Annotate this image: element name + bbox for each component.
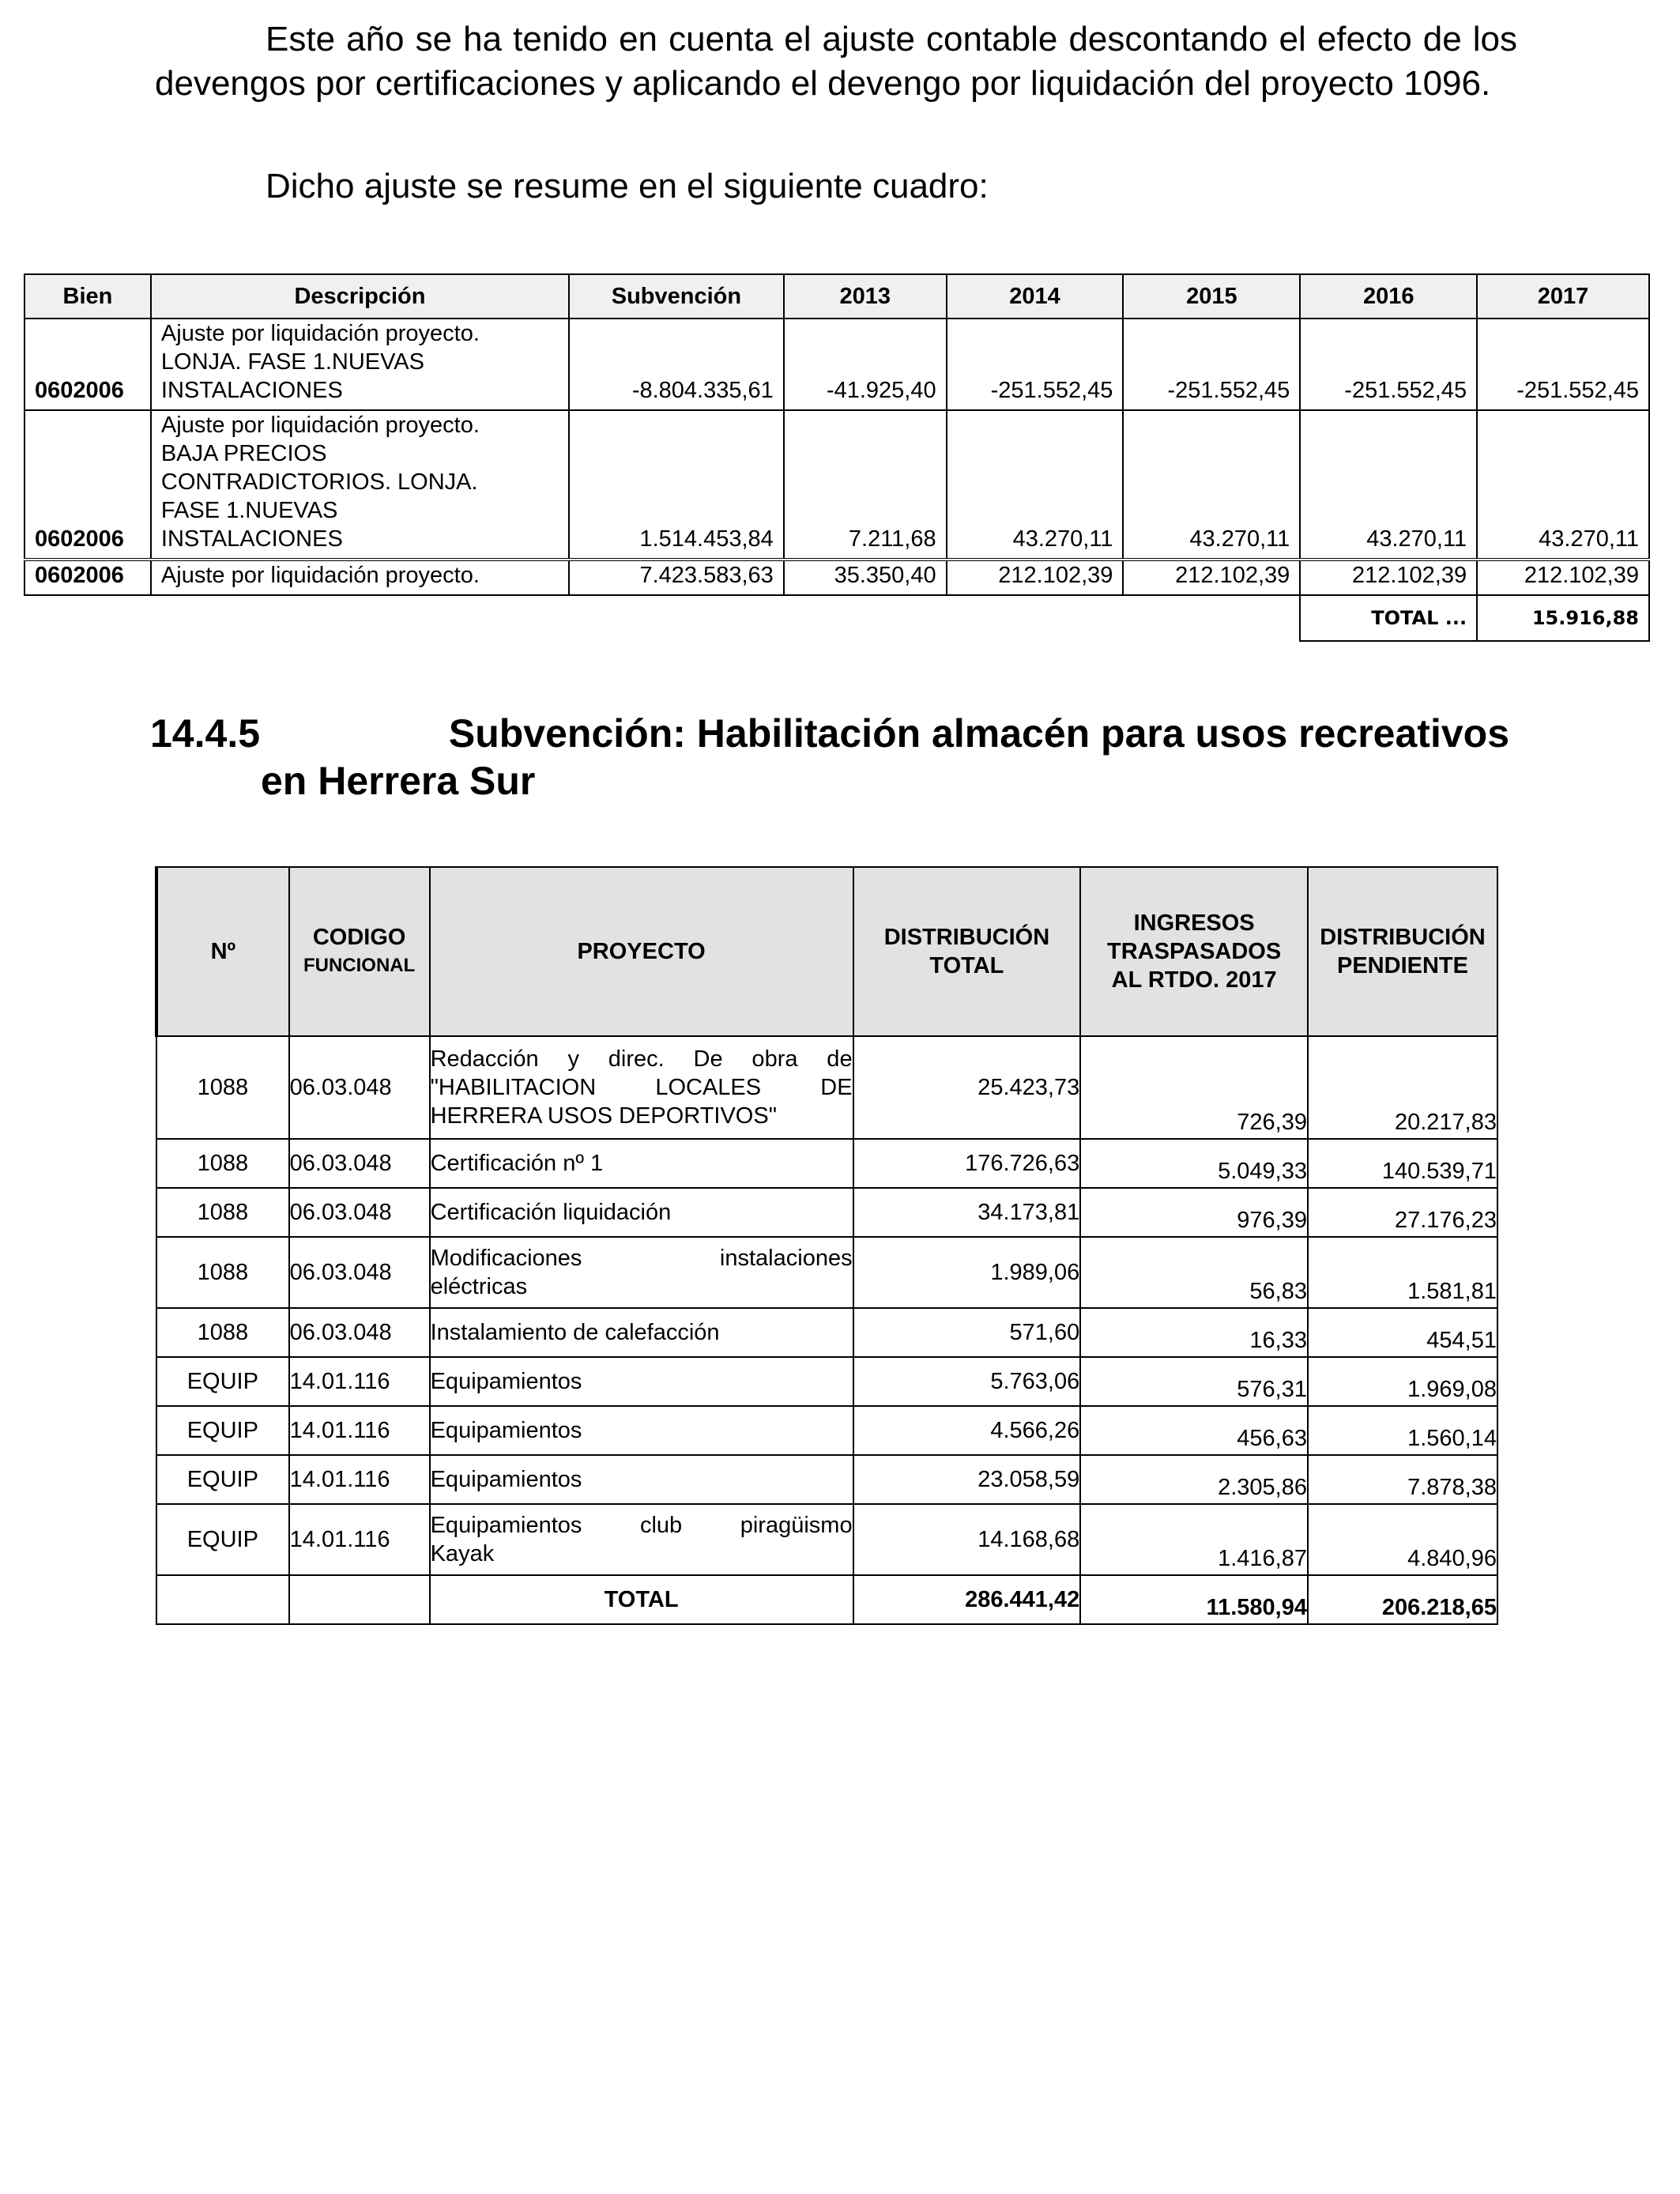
- table-row: [156, 1406, 1497, 1455]
- distribucion-cell: 4.566,26: [853, 1406, 1081, 1455]
- header-codigo: CODIGO FUNCIONAL: [289, 867, 430, 1036]
- pendiente-cell: 454,51: [1308, 1308, 1497, 1357]
- total-row: [156, 1575, 1497, 1624]
- codigo-cell: 14.01.116: [289, 1455, 430, 1504]
- codigo-cell: 06.03.048: [289, 1308, 430, 1357]
- numero-cell: 1088: [156, 1139, 289, 1188]
- y2016-cell: 212.102,39: [1300, 560, 1477, 595]
- proyecto-line: Equipamientos: [430, 1369, 582, 1394]
- y2014-cell: 43.270,11: [947, 410, 1124, 560]
- table-row: [156, 1504, 1497, 1575]
- proyecto-line: Equipamientos: [430, 1418, 582, 1443]
- total-pendiente: 206.218,65: [1308, 1575, 1497, 1624]
- proyecto-cell: [430, 1455, 853, 1504]
- ingresos-cell: 1.416,87: [1080, 1504, 1308, 1575]
- table-row: [24, 410, 1649, 560]
- pendiente-cell: 4.840,96: [1308, 1504, 1497, 1575]
- proyecto-cell: [430, 1406, 853, 1455]
- header-n: Nº: [156, 867, 289, 1036]
- ingresos-cell: 456,63: [1080, 1406, 1308, 1455]
- section-heading: [150, 710, 1509, 805]
- description-line: Ajuste por liquidación proyecto.: [160, 563, 480, 588]
- total-row: [24, 595, 1649, 641]
- codigo-cell: 06.03.048: [289, 1139, 430, 1188]
- table-row: [24, 560, 1649, 595]
- proyecto-line: Modificaciones instalaciones: [430, 1246, 853, 1271]
- table-row: [156, 1308, 1497, 1357]
- description-line: Ajuste por liquidación proyecto.: [160, 321, 480, 346]
- description-cell: [151, 410, 569, 560]
- numero-cell: 1088: [156, 1237, 289, 1308]
- header-2013: 2013: [784, 274, 947, 319]
- codigo-cell: 06.03.048: [289, 1237, 430, 1308]
- proyecto-line: Redacción y direc. De obra de: [430, 1046, 853, 1072]
- distribucion-cell: 571,60: [853, 1308, 1081, 1357]
- proyecto-line: Certificación nº 1: [430, 1151, 604, 1176]
- distribution-table: [155, 866, 1498, 1625]
- description-line: Ajuste por liquidación proyecto.: [160, 413, 480, 438]
- proyecto-cell: [430, 1308, 853, 1357]
- proyecto-cell: [430, 1188, 853, 1237]
- description-line: LONJA. FASE 1.NUEVAS: [160, 349, 424, 375]
- header-bien: Bien: [24, 274, 151, 319]
- y2015-cell: 212.102,39: [1123, 560, 1300, 595]
- intro-paragraph-2: Dicho ajuste se resume en el siguiente cuadro:: [266, 167, 989, 205]
- header-2015: 2015: [1123, 274, 1300, 319]
- y2017-cell: 43.270,11: [1477, 410, 1649, 560]
- bien-code: 0602006: [24, 560, 151, 595]
- codigo-cell: 06.03.048: [289, 1036, 430, 1139]
- header-descripcion: Descripción: [151, 274, 569, 319]
- description-line: FASE 1.NUEVAS: [160, 498, 338, 523]
- numero-cell: EQUIP: [156, 1504, 289, 1575]
- y2014-cell: -251.552,45: [947, 319, 1124, 410]
- description-line: BAJA PRECIOS: [160, 441, 327, 466]
- y2017-cell: 212.102,39: [1477, 560, 1649, 595]
- table-row: [156, 1036, 1497, 1139]
- description-cell: [151, 319, 569, 410]
- proyecto-line: eléctricas: [430, 1274, 528, 1299]
- y2013-cell: 7.211,68: [784, 410, 947, 560]
- header-ingresos: INGRESOS TRASPASADOS AL RTDO. 2017: [1080, 867, 1308, 1036]
- pendiente-cell: 1.560,14: [1308, 1406, 1497, 1455]
- pendiente-cell: 140.539,71: [1308, 1139, 1497, 1188]
- table-row: [156, 1139, 1497, 1188]
- pendiente-cell: 1.969,08: [1308, 1357, 1497, 1406]
- y2016-cell: 43.270,11: [1300, 410, 1477, 560]
- adjustment-table: [24, 273, 1650, 642]
- total-label: TOTAL ...: [1300, 595, 1477, 641]
- proyecto-cell: [430, 1357, 853, 1406]
- header-distribucion-total: DISTRIBUCIÓN TOTAL: [853, 867, 1081, 1036]
- pendiente-cell: 1.581,81: [1308, 1237, 1497, 1308]
- header-2016: 2016: [1300, 274, 1477, 319]
- numero-cell: EQUIP: [156, 1357, 289, 1406]
- proyecto-line: Instalamiento de calefacción: [430, 1320, 720, 1345]
- section-title-line1: Subvención: Habilitación almacén para usos recreativos: [448, 711, 1509, 756]
- numero-cell: 1088: [156, 1036, 289, 1139]
- proyecto-line: Equipamientos club piragüismo: [430, 1513, 853, 1538]
- proyecto-cell: [430, 1036, 853, 1139]
- codigo-cell: 14.01.116: [289, 1357, 430, 1406]
- section-number: 14.4.5: [150, 711, 261, 756]
- numero-cell: EQUIP: [156, 1406, 289, 1455]
- numero-cell: EQUIP: [156, 1455, 289, 1504]
- ingresos-cell: 576,31: [1080, 1357, 1308, 1406]
- pendiente-cell: 20.217,83: [1308, 1036, 1497, 1139]
- intro-paragraph-1: Este año se ha tenido en cuenta el ajuste contable descontando el efecto de los devengos por certificaciones y aplicando el devengo por liquidación del proyecto 1096.: [155, 20, 1517, 103]
- distribucion-cell: 14.168,68: [853, 1504, 1081, 1575]
- proyecto-cell: [430, 1237, 853, 1308]
- proyecto-line: "HABILITACION LOCALES DE: [430, 1075, 853, 1100]
- proyecto-line: Kayak: [430, 1541, 495, 1566]
- codigo-cell: 14.01.116: [289, 1504, 430, 1575]
- proyecto-line: Certificación liquidación: [430, 1200, 672, 1225]
- distribucion-cell: 1.989,06: [853, 1237, 1081, 1308]
- numero-cell: 1088: [156, 1188, 289, 1237]
- subvencion-cell: 1.514.453,84: [569, 410, 784, 560]
- ingresos-cell: 56,83: [1080, 1237, 1308, 1308]
- total-ingresos: 11.580,94: [1080, 1575, 1308, 1624]
- y2016-cell: -251.552,45: [1300, 319, 1477, 410]
- total-distribucion: 286.441,42: [853, 1575, 1081, 1624]
- codigo-cell: 14.01.116: [289, 1406, 430, 1455]
- description-line: INSTALACIONES: [160, 378, 343, 403]
- y2015-cell: 43.270,11: [1123, 410, 1300, 560]
- distribucion-cell: 23.058,59: [853, 1455, 1081, 1504]
- ingresos-cell: 976,39: [1080, 1188, 1308, 1237]
- table-row: [156, 1237, 1497, 1308]
- y2015-cell: -251.552,45: [1123, 319, 1300, 410]
- pendiente-cell: 27.176,23: [1308, 1188, 1497, 1237]
- total-value: 15.916,88: [1477, 595, 1649, 641]
- subvencion-cell: 7.423.583,63: [569, 560, 784, 595]
- pendiente-cell: 7.878,38: [1308, 1455, 1497, 1504]
- header-2014: 2014: [947, 274, 1124, 319]
- description-line: INSTALACIONES: [160, 526, 343, 552]
- distribucion-cell: 34.173,81: [853, 1188, 1081, 1237]
- header-distribucion-pendiente: DISTRIBUCIÓN PENDIENTE: [1308, 867, 1497, 1036]
- distribucion-cell: 25.423,73: [853, 1036, 1081, 1139]
- ingresos-cell: 2.305,86: [1080, 1455, 1308, 1504]
- y2017-cell: -251.552,45: [1477, 319, 1649, 410]
- description-cell: [151, 560, 569, 595]
- proyecto-cell: [430, 1504, 853, 1575]
- section-title-line2: en Herrera Sur: [261, 759, 536, 803]
- table-header-row: [156, 867, 1497, 1036]
- distribucion-cell: 5.763,06: [853, 1357, 1081, 1406]
- y2013-cell: -41.925,40: [784, 319, 947, 410]
- ingresos-cell: 5.049,33: [1080, 1139, 1308, 1188]
- proyecto-cell: [430, 1139, 853, 1188]
- y2013-cell: 35.350,40: [784, 560, 947, 595]
- distribucion-cell: 176.726,63: [853, 1139, 1081, 1188]
- header-proyecto: PROYECTO: [430, 867, 853, 1036]
- table-row: [156, 1455, 1497, 1504]
- header-subvencion: Subvención: [569, 274, 784, 319]
- ingresos-cell: 16,33: [1080, 1308, 1308, 1357]
- table-row: [24, 319, 1649, 410]
- proyecto-line: Equipamientos: [430, 1467, 582, 1492]
- table-row: [156, 1357, 1497, 1406]
- total-label: TOTAL: [430, 1575, 853, 1624]
- table-header-row: [24, 274, 1649, 319]
- table-row: [156, 1188, 1497, 1237]
- header-2017: 2017: [1477, 274, 1649, 319]
- numero-cell: 1088: [156, 1308, 289, 1357]
- ingresos-cell: 726,39: [1080, 1036, 1308, 1139]
- bien-code: 0602006: [24, 319, 151, 410]
- codigo-cell: 06.03.048: [289, 1188, 430, 1237]
- proyecto-line: HERRERA USOS DEPORTIVOS": [430, 1103, 778, 1129]
- y2014-cell: 212.102,39: [947, 560, 1124, 595]
- subvencion-cell: -8.804.335,61: [569, 319, 784, 410]
- bien-code: 0602006: [24, 410, 151, 560]
- description-line: CONTRADICTORIOS. LONJA.: [160, 469, 478, 495]
